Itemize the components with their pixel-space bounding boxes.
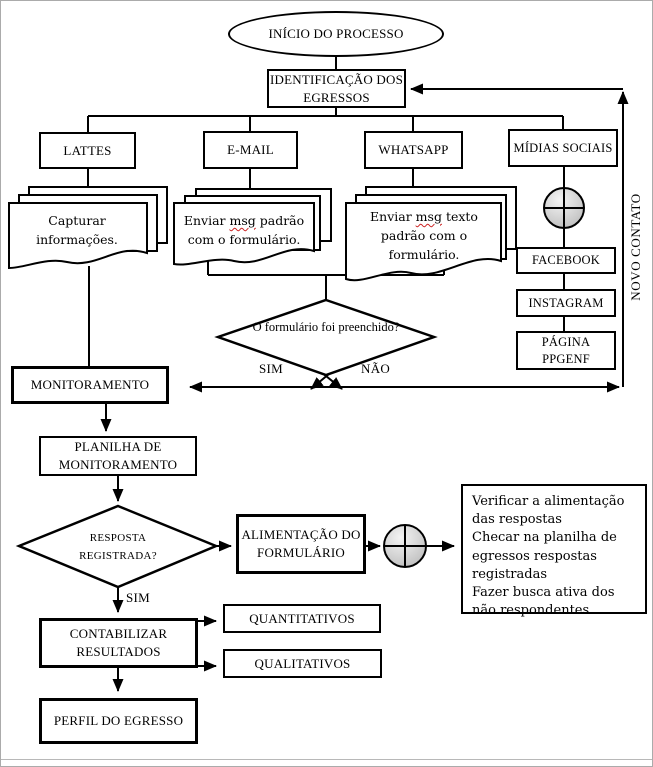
- node-midias-sociais: [508, 129, 618, 167]
- doc-lattes-text: Capturar informações.: [36, 213, 118, 247]
- doc-whatsapp-text: [353, 208, 495, 264]
- doc-whatsapp-text-post: texto padrão com o formulário.: [380, 209, 478, 262]
- node-qualitativos: [223, 649, 382, 678]
- node-lattes: [39, 132, 136, 169]
- edge-label-sim-formulario: SIM: [259, 361, 284, 376]
- note-item: Fazer busca ativa dos não respondentes: [472, 584, 615, 619]
- notes-box: [461, 484, 647, 619]
- note-item: Checar na planilha de egressos respostas registradas: [472, 530, 617, 582]
- node-instagram: [516, 289, 616, 317]
- node-facebook: [516, 247, 616, 274]
- node-qualitativos-label: QUALITATIVOS: [254, 655, 351, 671]
- node-perfil-label: PERFIL DO EGRESSO: [53, 713, 184, 729]
- node-monitoramento-label: MONITORAMENTO: [30, 377, 150, 393]
- node-contabilizar-resultados: [39, 618, 198, 668]
- node-planilha-label: PLANILHA DE MONITORAMENTO: [58, 439, 178, 472]
- node-facebook-label: FACEBOOK: [531, 253, 601, 268]
- node-alimentacao-label: ALIMENTAÇÃO DO FORMULÁRIO: [241, 527, 361, 560]
- node-inicio-label: INÍCIO DO PROCESSO: [268, 26, 404, 42]
- decision-formulario-label: O formulário foi preenchido?: [252, 320, 400, 334]
- node-planilha-monitoramento: [39, 436, 197, 476]
- node-whatsapp-label: WHATSAPP: [378, 142, 449, 158]
- node-lattes-label: LATTES: [63, 142, 112, 158]
- note-item: Verificar a alimentação das respostas: [472, 494, 625, 528]
- doc-email-text-misspelled: msg: [229, 213, 256, 228]
- node-quantitativos: [223, 604, 381, 633]
- node-inicio-processo: [228, 11, 444, 57]
- doc-email-text: [177, 212, 311, 250]
- node-midias-label: MÍDIAS SOCIAIS: [513, 140, 613, 155]
- alimentacao-junction-icon: [384, 525, 426, 567]
- node-instagram-label: INSTAGRAM: [528, 295, 604, 310]
- node-email-label: E-MAIL: [227, 142, 274, 158]
- node-quantitativos-label: QUANTITATIVOS: [249, 610, 355, 626]
- node-pagina-ppgenf: [516, 331, 616, 370]
- node-identificacao-label: IDENTIFICAÇÃO DOS EGRESSOS: [269, 71, 404, 105]
- page-edge-line: [1, 759, 653, 760]
- decision-formulario-diamond: [218, 300, 434, 375]
- edge-label-sim-resposta: SIM: [126, 590, 151, 605]
- node-pagina-ppgenf-label: PÁGINA PPGENF: [541, 334, 591, 366]
- doc-whatsapp-text-misspelled: msg: [415, 209, 442, 224]
- doc-email-text-pre: Enviar: [183, 213, 226, 228]
- node-contabilizar-label: CONTABILIZAR RESULTADOS: [69, 626, 168, 659]
- midias-junction-icon: [544, 188, 584, 228]
- doc-email-text-post: padrão com o formulário.: [187, 213, 305, 247]
- doc-whatsapp-text-pre: Enviar: [370, 209, 412, 224]
- edge-label-nao-formulario: NÃO: [361, 361, 391, 376]
- node-identificacao-egressos: [267, 69, 406, 108]
- novo-contato-label: NOVO CONTATO: [628, 193, 643, 301]
- node-whatsapp: [364, 131, 463, 169]
- node-monitoramento: [11, 366, 169, 404]
- node-perfil-egresso: [39, 698, 198, 744]
- node-email: [203, 131, 298, 169]
- decision-resposta-label: RESPOSTA REGISTRADA?: [79, 532, 157, 562]
- node-alimentacao-formulario: [236, 514, 366, 574]
